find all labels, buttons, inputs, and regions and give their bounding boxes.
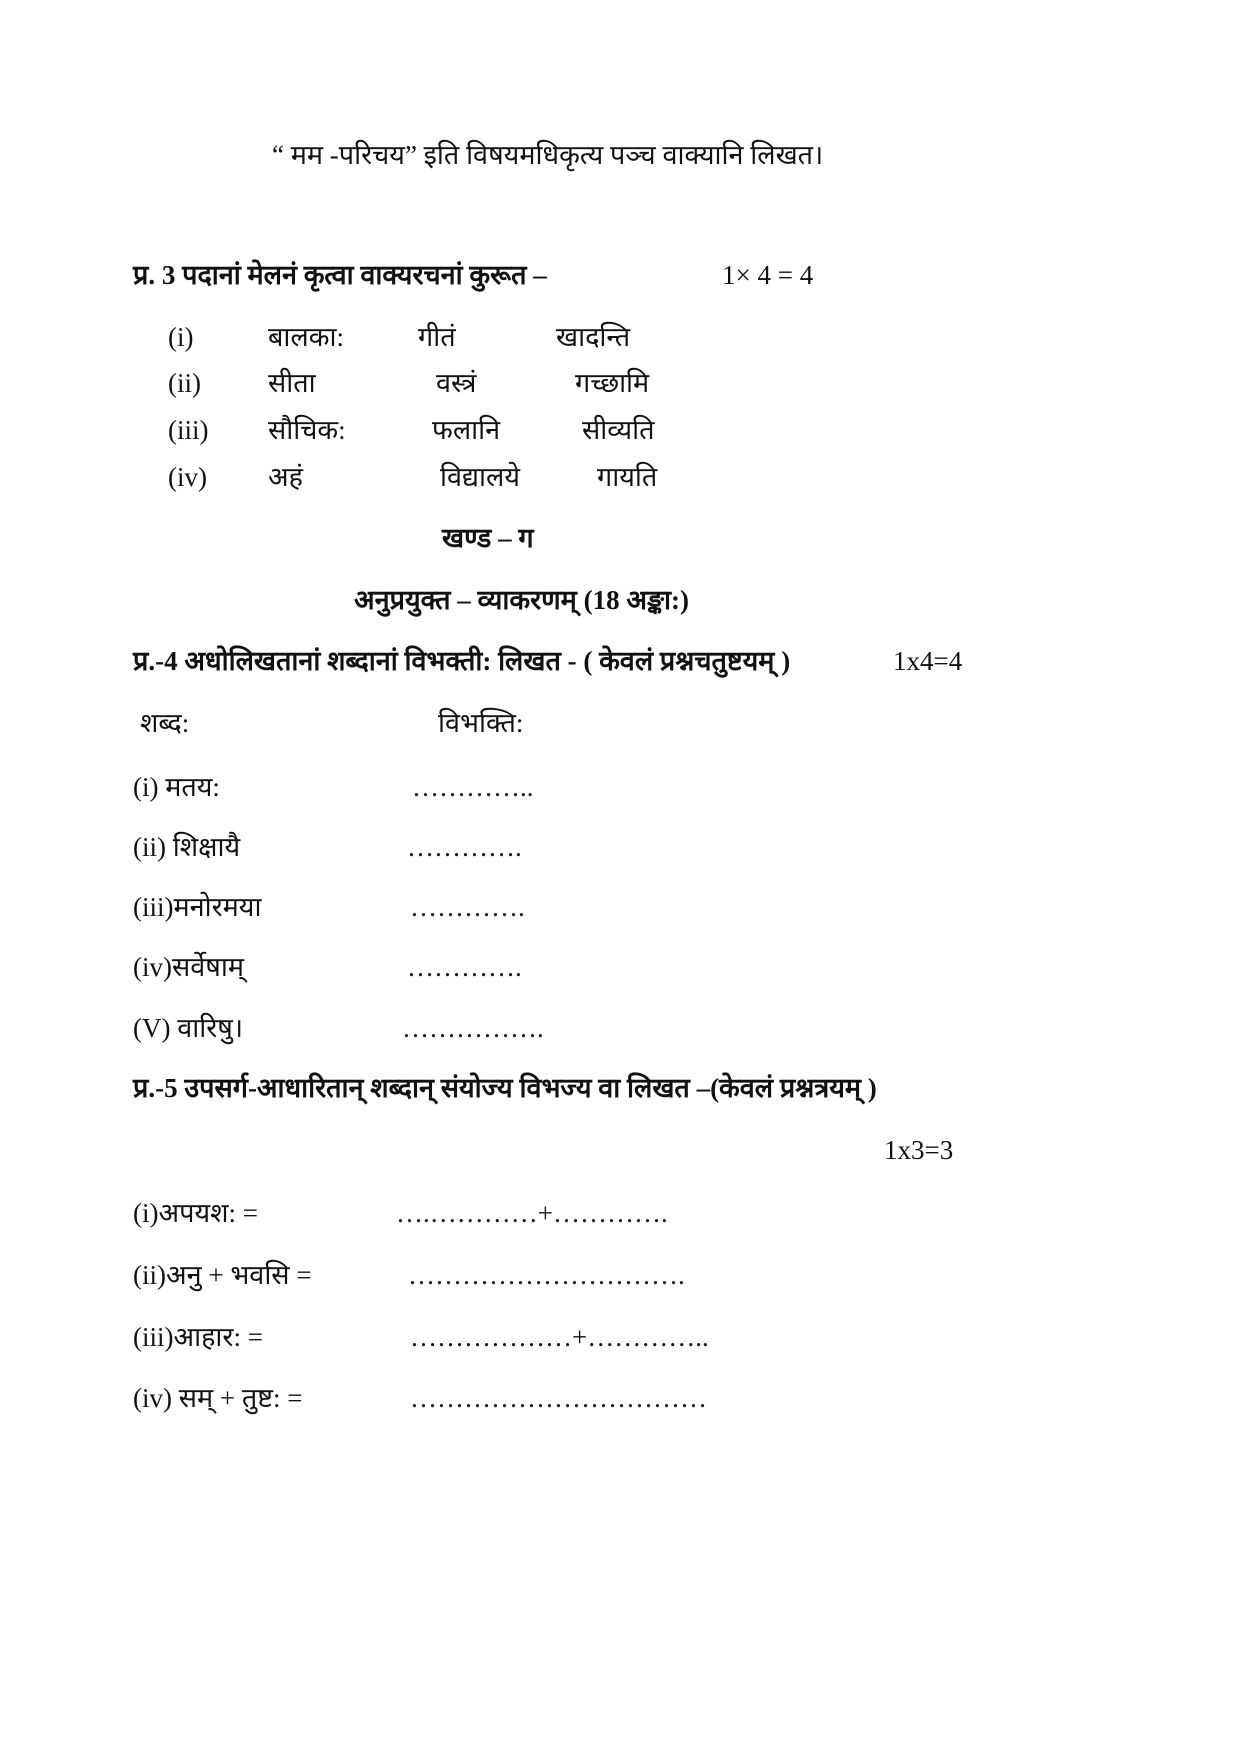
q3-verb: गायति <box>597 462 658 492</box>
q4-word: (i) मतय: <box>133 772 220 802</box>
q3-verb: गच्छामि <box>575 368 650 398</box>
q5-answer-blank: …………………………… <box>410 1383 707 1413</box>
q5-answer-blank: …………………………. <box>408 1260 685 1290</box>
q3-row-number: (iv) <box>168 462 207 492</box>
q3-subject: सीता <box>268 368 316 398</box>
section-title: खण्ड – ग <box>442 523 534 553</box>
q5-marks: 1x3=3 <box>884 1135 954 1165</box>
q4-answer-blank: …………. <box>410 892 525 922</box>
q5-answer-blank: ….…………+…………. <box>396 1198 668 1228</box>
q4-answer-blank: …………. <box>407 952 522 982</box>
q3-verb: खादन्ति <box>556 322 631 352</box>
q3-heading: प्र. 3 पदानां मेलनं कृत्वा वाक्यरचनां कुरूत – <box>133 260 547 290</box>
q3-subject: बालका: <box>268 322 344 352</box>
q4-heading: प्र.-4 अधोलिखतानां शब्दानां विभक्ती: लिखत - ( केवलं प्रश्नचतुष्टयम् ) <box>133 646 791 676</box>
q4-column-word: शब्द: <box>140 708 190 738</box>
intro-instruction: “ मम -परिचय” इति विषयमधिकृत्य पञ्च वाक्यानि लिखत। <box>272 140 824 170</box>
q3-object: वस्त्रं <box>436 368 477 398</box>
section-subtitle: अनुप्रयुक्त – व्याकरणम् (18 अङ्का:) <box>354 585 690 615</box>
q4-column-case: विभक्ति: <box>438 708 524 738</box>
q3-object: विद्यालये <box>440 462 520 492</box>
q4-word: (ii) शिक्षायै <box>133 832 241 862</box>
q3-marks: 1× 4 = 4 <box>722 260 814 290</box>
q3-subject: अहं <box>268 462 303 492</box>
q3-row-number: (iii) <box>168 415 209 445</box>
q3-subject: सौचिक: <box>268 415 346 445</box>
q5-answer-blank: ………………+………….. <box>410 1322 709 1352</box>
q5-heading: प्र.-5 उपसर्ग-आधारितान् शब्दान् संयोज्य विभज्य वा लिखत –(केवलं प्रश्नत्रयम् ) <box>133 1073 877 1103</box>
q4-word: (V) वारिषु। <box>133 1013 244 1043</box>
q4-word: (iii)मनोरमया <box>133 892 262 922</box>
q3-row-number: (ii) <box>168 368 201 398</box>
q3-object: गीतं <box>418 322 456 352</box>
q4-word: (iv)सर्वेषाम् <box>133 952 244 982</box>
q5-word: (iv) सम् + तुष्ट: = <box>133 1383 303 1413</box>
q5-word: (iii)आहार: = <box>133 1322 263 1352</box>
q4-answer-blank: ……………. <box>402 1013 544 1043</box>
q5-word: (ii)अनु + भवसि = <box>133 1260 312 1290</box>
q3-row-number: (i) <box>168 322 194 352</box>
q4-answer-blank: …………. <box>407 832 522 862</box>
q3-object: फलानि <box>432 415 501 445</box>
q3-verb: सीव्यति <box>582 415 655 445</box>
q4-marks: 1x4=4 <box>893 646 963 676</box>
q5-word: (i)अपयश: = <box>133 1198 258 1228</box>
q4-answer-blank: ………….. <box>412 772 534 802</box>
